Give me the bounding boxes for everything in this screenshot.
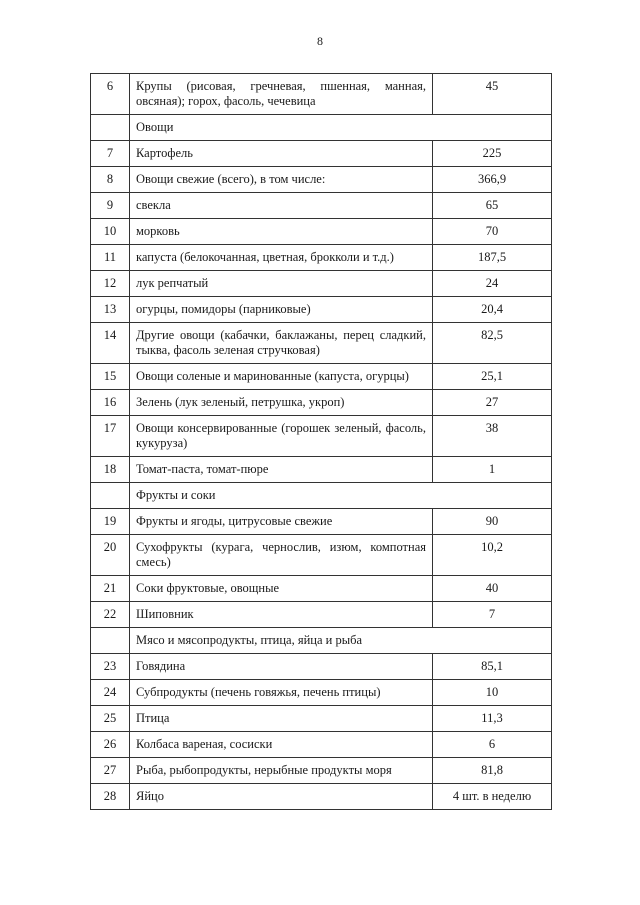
table-row xyxy=(91,323,552,364)
norm-value: 27 xyxy=(433,390,552,416)
row-number: 14 xyxy=(91,323,130,364)
table-row xyxy=(91,416,552,457)
product-name: Колбаса вареная, сосиски xyxy=(130,732,433,758)
norm-value: 1 xyxy=(433,457,552,483)
product-name: огурцы, помидоры (парниковые) xyxy=(130,297,433,323)
product-name: Птица xyxy=(130,706,433,732)
table-row xyxy=(91,193,552,219)
norm-value: 90 xyxy=(433,509,552,535)
page-number: 8 xyxy=(317,34,323,48)
section-row xyxy=(91,483,552,509)
norm-value: 10,2 xyxy=(433,535,552,576)
table-row xyxy=(91,245,552,271)
row-number: 25 xyxy=(91,706,130,732)
norm-value: 11,3 xyxy=(433,706,552,732)
table-row xyxy=(91,297,552,323)
row-number-cell xyxy=(91,115,130,141)
table-row xyxy=(91,457,552,483)
row-number: 8 xyxy=(91,167,130,193)
product-name: лук репчатый xyxy=(130,271,433,297)
table-row xyxy=(91,271,552,297)
row-number-cell xyxy=(91,628,130,654)
row-number: 13 xyxy=(91,297,130,323)
section-title: Овощи xyxy=(130,115,552,141)
table-row xyxy=(91,576,552,602)
product-name: Овощи соленые и маринованные (капуста, огурцы) xyxy=(130,364,433,390)
norm-value: 85,1 xyxy=(433,654,552,680)
section-row xyxy=(91,628,552,654)
norm-value: 81,8 xyxy=(433,758,552,784)
table-row xyxy=(91,141,552,167)
norm-value: 366,9 xyxy=(433,167,552,193)
norm-value: 225 xyxy=(433,141,552,167)
product-name: Соки фруктовые, овощные xyxy=(130,576,433,602)
product-name: Фрукты и ягоды, цитрусовые свежие xyxy=(130,509,433,535)
row-number: 27 xyxy=(91,758,130,784)
row-number: 23 xyxy=(91,654,130,680)
norm-value: 20,4 xyxy=(433,297,552,323)
product-name: Овощи консервированные (горошек зеленый, фасоль, кукуруза) xyxy=(130,416,433,457)
product-name: Шиповник xyxy=(130,602,433,628)
product-name: Сухофрукты (курага, чернослив, изюм, компотная смесь) xyxy=(130,535,433,576)
table-row xyxy=(91,535,552,576)
row-number: 16 xyxy=(91,390,130,416)
table-row xyxy=(91,758,552,784)
norm-value: 25,1 xyxy=(433,364,552,390)
table-row xyxy=(91,219,552,245)
section-row xyxy=(91,115,552,141)
norm-value: 38 xyxy=(433,416,552,457)
norm-value: 82,5 xyxy=(433,323,552,364)
product-name: Субпродукты (печень говяжья, печень птицы) xyxy=(130,680,433,706)
row-number: 28 xyxy=(91,784,130,810)
table-row xyxy=(91,167,552,193)
table-row xyxy=(91,509,552,535)
product-name: свекла xyxy=(130,193,433,219)
product-name: Томат-паста, томат-пюре xyxy=(130,457,433,483)
table-row xyxy=(91,74,552,115)
norm-value: 65 xyxy=(433,193,552,219)
norm-value: 70 xyxy=(433,219,552,245)
row-number: 17 xyxy=(91,416,130,457)
product-name: Овощи свежие (всего), в том числе: xyxy=(130,167,433,193)
row-number: 21 xyxy=(91,576,130,602)
row-number: 11 xyxy=(91,245,130,271)
row-number: 12 xyxy=(91,271,130,297)
table-row xyxy=(91,390,552,416)
row-number: 19 xyxy=(91,509,130,535)
norm-value: 24 xyxy=(433,271,552,297)
norm-value: 4 шт. в неделю xyxy=(433,784,552,810)
row-number: 10 xyxy=(91,219,130,245)
norm-value: 6 xyxy=(433,732,552,758)
row-number: 15 xyxy=(91,364,130,390)
row-number-cell xyxy=(91,483,130,509)
norm-value: 7 xyxy=(433,602,552,628)
norm-value: 45 xyxy=(433,74,552,115)
row-number: 6 xyxy=(91,74,130,115)
row-number: 18 xyxy=(91,457,130,483)
product-name: капуста (белокочанная, цветная, брокколи и т.д.) xyxy=(130,245,433,271)
row-number: 26 xyxy=(91,732,130,758)
table-row xyxy=(91,784,552,810)
product-name: Яйцо xyxy=(130,784,433,810)
product-name: Рыба, рыбопродукты, нерыбные продукты моря xyxy=(130,758,433,784)
product-name: Картофель xyxy=(130,141,433,167)
food-norms-table xyxy=(90,73,552,810)
table-row xyxy=(91,732,552,758)
product-name: Говядина xyxy=(130,654,433,680)
table-row xyxy=(91,706,552,732)
row-number: 9 xyxy=(91,193,130,219)
norm-value: 10 xyxy=(433,680,552,706)
norm-value: 40 xyxy=(433,576,552,602)
row-number: 24 xyxy=(91,680,130,706)
row-number: 20 xyxy=(91,535,130,576)
product-name: Крупы (рисовая, гречневая, пшенная, манная, овсяная); горох, фасоль, чечевица xyxy=(130,74,433,115)
product-name: Зелень (лук зеленый, петрушка, укроп) xyxy=(130,390,433,416)
table-body xyxy=(91,74,552,810)
table-row xyxy=(91,602,552,628)
row-number: 22 xyxy=(91,602,130,628)
table-row xyxy=(91,654,552,680)
table-row xyxy=(91,364,552,390)
section-title: Мясо и мясопродукты, птица, яйца и рыба xyxy=(130,628,552,654)
table-row xyxy=(91,680,552,706)
product-name: Другие овощи (кабачки, баклажаны, перец сладкий, тыква, фасоль зеленая стручковая) xyxy=(130,323,433,364)
norm-value: 187,5 xyxy=(433,245,552,271)
product-name: морковь xyxy=(130,219,433,245)
row-number: 7 xyxy=(91,141,130,167)
section-title: Фрукты и соки xyxy=(130,483,552,509)
